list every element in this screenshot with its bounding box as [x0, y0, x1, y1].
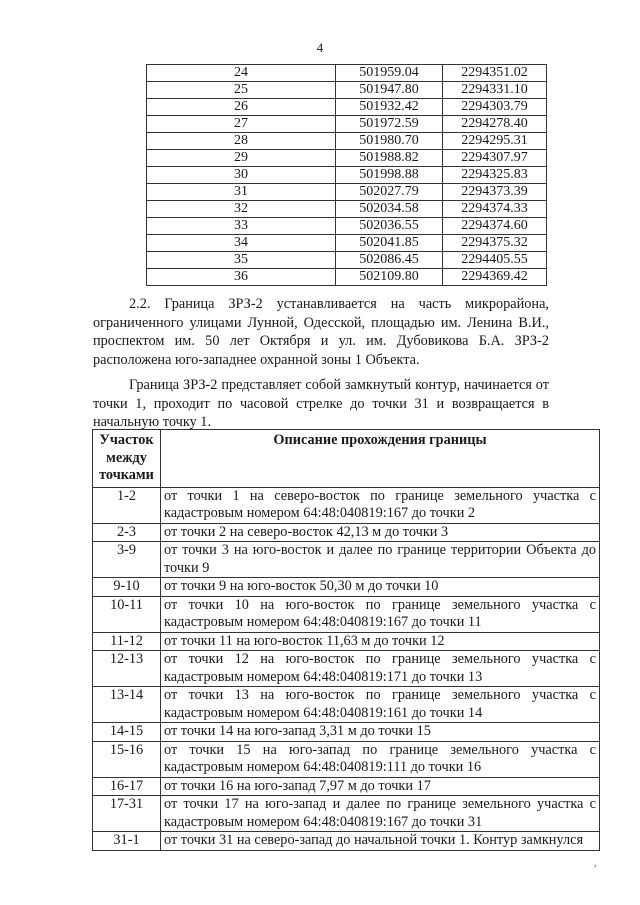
page-number: 4 — [316, 40, 324, 55]
x-coordinate-cell: 501959.04 — [336, 65, 443, 82]
y-coordinate-cell: 2294351.02 — [443, 65, 547, 82]
segment-cell: 10-11 — [93, 596, 161, 632]
description-cell: от точки 16 на юго-запад 7,97 м до точки 17 — [161, 777, 600, 796]
table-row — [93, 578, 600, 597]
description-cell: от точки 3 на юго-восток и далее по границе территории Объекта до точки 9 — [161, 542, 600, 578]
segment-cell: 13-14 — [93, 687, 161, 723]
y-coordinate-cell: 2294295.31 — [443, 133, 547, 150]
x-coordinate-cell: 502034.58 — [336, 201, 443, 218]
table-row — [93, 741, 600, 777]
segment-cell: 31-1 — [93, 832, 161, 851]
y-coordinate-cell: 2294303.79 — [443, 99, 547, 116]
y-coordinate-cell: 2294405.55 — [443, 252, 547, 269]
boundary-table-body — [93, 487, 600, 850]
table-row — [147, 65, 547, 82]
header-segment: Участок между точками — [93, 430, 161, 488]
table-row — [147, 150, 547, 167]
table-row — [147, 184, 547, 201]
table-row — [93, 796, 600, 832]
paragraph-zrz2-location: 2.2. Граница ЗРЗ-2 устанавливается на часть микрорайона, ограниченного улицами Лунной, Одесской, площадью им. Ленина В.И., проспектом им. 50 лет Октября и ул. им. Дубовикова Б.А. ЗРЗ-2 расположена юго-западнее охранной зоны 1 Объекта. — [93, 296, 549, 368]
x-coordinate-cell: 501972.59 — [336, 116, 443, 133]
x-coordinate-cell: 502109.80 — [336, 269, 443, 286]
y-coordinate-cell: 2294278.40 — [443, 116, 547, 133]
table-row — [93, 596, 600, 632]
x-coordinate-cell: 501980.70 — [336, 133, 443, 150]
table-row — [93, 777, 600, 796]
table-row — [93, 542, 600, 578]
y-coordinate-cell: 2294374.33 — [443, 201, 547, 218]
table-row — [93, 632, 600, 651]
x-coordinate-cell: 501947.80 — [336, 82, 443, 99]
segment-cell: 1-2 — [93, 487, 161, 523]
y-coordinate-cell: 2294307.97 — [443, 150, 547, 167]
segment-cell: 2-3 — [93, 523, 161, 542]
point-cell: 24 — [147, 65, 336, 82]
description-cell: от точки 15 на юго-запад по границе земельного участка с кадастровым номером 64:48:040819:111 до точки 16 — [161, 741, 600, 777]
point-cell: 28 — [147, 133, 336, 150]
y-coordinate-cell: 2294325.83 — [443, 167, 547, 184]
table-row — [93, 487, 600, 523]
segment-cell: 11-12 — [93, 632, 161, 651]
description-cell: от точки 14 на юго-запад 3,31 м до точки 15 — [161, 723, 600, 742]
x-coordinate-cell: 501932.42 — [336, 99, 443, 116]
description-cell: от точки 12 на юго-восток по границе земельного участка с кадастровым номером 64:48:040819:171 до точки 13 — [161, 651, 600, 687]
table-row — [147, 252, 547, 269]
segment-cell: 17-31 — [93, 796, 161, 832]
y-coordinate-cell: 2294374.60 — [443, 218, 547, 235]
coordinates-table — [146, 64, 547, 286]
table-header-row — [93, 430, 600, 488]
point-cell: 35 — [147, 252, 336, 269]
x-coordinate-cell: 502036.55 — [336, 218, 443, 235]
segment-cell: 12-13 — [93, 651, 161, 687]
description-cell: от точки 11 на юго-восток 11,63 м до точки 12 — [161, 632, 600, 651]
coordinates-table-body — [147, 65, 547, 286]
description-cell: от точки 31 на северо-запад до начальной точки 1. Контур замкнулся — [161, 832, 600, 851]
table-row — [147, 116, 547, 133]
description-cell: от точки 9 на юго-восток 50,30 м до точки 10 — [161, 578, 600, 597]
y-coordinate-cell: 2294375.32 — [443, 235, 547, 252]
y-coordinate-cell: 2294373.39 — [443, 184, 547, 201]
table-row — [93, 832, 600, 851]
description-cell: от точки 1 на северо-восток по границе земельного участка с кадастровым номером 64:48:040819:167 до точки 2 — [161, 487, 600, 523]
point-cell: 26 — [147, 99, 336, 116]
table-row — [147, 218, 547, 235]
x-coordinate-cell: 502027.79 — [336, 184, 443, 201]
table-row — [93, 523, 600, 542]
paragraph-zrz2-contour: Граница ЗРЗ-2 представляет собой замкнутый контур, начинается от точки 1, проходит по часовой стрелке до точки 31 и возвращается в начальную точку 1. — [93, 377, 549, 430]
point-cell: 30 — [147, 167, 336, 184]
boundary-description-table — [92, 429, 600, 851]
table-row — [147, 99, 547, 116]
segment-cell: 9-10 — [93, 578, 161, 597]
table-row — [147, 133, 547, 150]
table-row — [93, 723, 600, 742]
x-coordinate-cell: 502086.45 — [336, 252, 443, 269]
point-cell: 31 — [147, 184, 336, 201]
description-cell: от точки 10 на юго-восток по границе земельного участка с кадастровым номером 64:48:040819:167 до точки 11 — [161, 596, 600, 632]
point-cell: 29 — [147, 150, 336, 167]
segment-cell: 3-9 — [93, 542, 161, 578]
table-row — [93, 687, 600, 723]
x-coordinate-cell: 501988.82 — [336, 150, 443, 167]
table-row — [147, 167, 547, 184]
point-cell: 32 — [147, 201, 336, 218]
x-coordinate-cell: 502041.85 — [336, 235, 443, 252]
point-cell: 25 — [147, 82, 336, 99]
y-coordinate-cell: 2294369.42 — [443, 269, 547, 286]
table-row — [93, 651, 600, 687]
header-description: Описание прохождения границы — [161, 430, 600, 488]
y-coordinate-cell: 2294331.10 — [443, 82, 547, 99]
table-row — [147, 201, 547, 218]
description-cell: от точки 2 на северо-восток 42,13 м до точки 3 — [161, 523, 600, 542]
point-cell: 27 — [147, 116, 336, 133]
scan-mark: , — [594, 858, 597, 869]
point-cell: 34 — [147, 235, 336, 252]
description-cell: от точки 17 на юго-запад и далее по границе земельного участка с кадастровым номером 64:48:040819:167 до точки 31 — [161, 796, 600, 832]
point-cell: 33 — [147, 218, 336, 235]
table-row — [147, 269, 547, 286]
point-cell: 36 — [147, 269, 336, 286]
table-row — [147, 82, 547, 99]
description-cell: от точки 13 на юго-восток по границе земельного участка с кадастровым номером 64:48:040819:161 до точки 14 — [161, 687, 600, 723]
segment-cell: 16-17 — [93, 777, 161, 796]
x-coordinate-cell: 501998.88 — [336, 167, 443, 184]
table-row — [147, 235, 547, 252]
segment-cell: 14-15 — [93, 723, 161, 742]
segment-cell: 15-16 — [93, 741, 161, 777]
